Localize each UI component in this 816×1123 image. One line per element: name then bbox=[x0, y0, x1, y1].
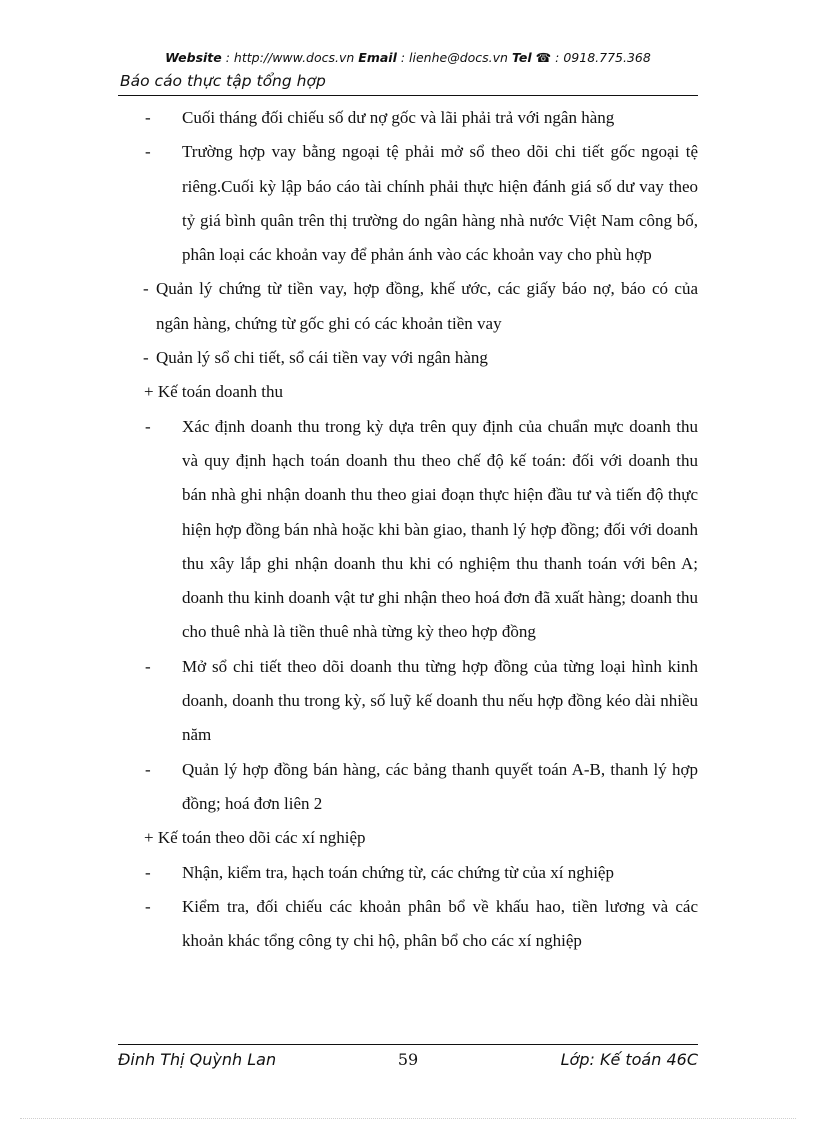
list-item bbox=[140, 650, 698, 753]
tel-label: Tel bbox=[511, 50, 532, 65]
paragraph-text: Xác định doanh thu trong kỳ dựa trên quy định của chuẩn mực doanh thu và quy định hạch toán doanh thu theo chế độ kế toán: đối với doanh thu bán nhà ghi nhận doanh thu theo giai đoạn thực hiện đầu tư và tiến độ thực hiện hợp đồng bán nhà hoặc khi bàn giao, thanh lý hợp đồng; đối với doanh thu xây lắp ghi nhận doanh thu khi có nghiệm thu thanh toán với bên A; doanh thu kinh doanh vật tư ghi nhận theo hoá đơn đã xuất hàng; doanh thu cho thuê nhà là tiền thuê nhà từng kỳ theo hợp đồng bbox=[182, 416, 698, 642]
tel-number: : 0918.775.368 bbox=[551, 50, 651, 65]
footer-divider bbox=[118, 1044, 698, 1045]
paragraph-text: Trường hợp vay bằng ngoại tệ phải mở sổ theo dõi chi tiết gốc ngoại tệ riêng.Cuối kỳ lập báo cáo tài chính phải thực hiện đánh giá số dư vay theo tỷ giá bình quân trên thị trường do ngân hàng nhà nước Việt Nam công bố, phân loại các khoản vay để phản ánh vào các khoản vay cho phù hợp bbox=[182, 142, 698, 265]
website-url[interactable]: : http://www.docs.vn bbox=[221, 50, 359, 65]
list-item bbox=[140, 341, 698, 375]
bullet-dash: - bbox=[143, 348, 149, 368]
section-heading-revenue: + Kế toán doanh thu bbox=[144, 382, 283, 402]
paragraph-text: Quản lý hợp đồng bán hàng, các bảng thanh quyết toán A-B, thanh lý hợp đồng; hoá đơn liên 2 bbox=[182, 759, 698, 813]
header-divider bbox=[118, 95, 698, 96]
paragraph-text: Cuối tháng đối chiếu số dư nợ gốc và lãi phải trả với ngân hàng bbox=[182, 108, 615, 127]
telephone-icon: ☎ bbox=[535, 50, 552, 65]
paragraph-text: Quản lý chứng từ tiền vay, hợp đồng, khế ước, các giấy báo nợ, báo có của ngân hàng, chứng từ gốc ghi có các khoản tiền vay bbox=[156, 279, 698, 333]
list-item bbox=[140, 753, 698, 822]
bullet-dash: - bbox=[145, 656, 151, 676]
website-header-line bbox=[0, 50, 816, 65]
section-heading-enterprises: + Kế toán theo dõi các xí nghiệp bbox=[144, 828, 366, 848]
list-item bbox=[140, 101, 698, 135]
footer-author: Đinh Thị Quỳnh Lan bbox=[118, 1050, 277, 1069]
list-item bbox=[140, 135, 698, 272]
list-item bbox=[140, 890, 698, 959]
page-number: 59 bbox=[397, 1050, 419, 1069]
bullet-dash: - bbox=[143, 279, 149, 299]
bullet-dash: - bbox=[145, 759, 151, 779]
list-item bbox=[140, 856, 698, 890]
page-bottom-dotted-line bbox=[20, 1118, 796, 1119]
email-label: Email bbox=[358, 50, 397, 65]
bullet-dash: - bbox=[145, 896, 151, 916]
bullet-dash: - bbox=[145, 416, 151, 436]
bullet-dash: - bbox=[145, 862, 151, 882]
email-address[interactable]: : lienhe@docs.vn bbox=[396, 50, 512, 65]
paragraph-text: Kiểm tra, đối chiếu các khoản phân bổ về khấu hao, tiền lương và các khoản khác tổng công ty chi hộ, phân bổ cho các xí nghiệp bbox=[182, 896, 698, 951]
paragraph-text: Quản lý sổ chi tiết, sổ cái tiền vay với ngân hàng bbox=[156, 348, 488, 368]
list-item bbox=[140, 410, 698, 650]
website-label: Website bbox=[165, 50, 222, 65]
bullet-dash: - bbox=[145, 142, 151, 162]
report-title: Báo cáo thực tập tổng hợp bbox=[120, 72, 326, 90]
bullet-dash: - bbox=[145, 108, 151, 127]
list-item bbox=[140, 272, 698, 341]
document-body bbox=[140, 101, 698, 958]
paragraph-text: Nhận, kiểm tra, hạch toán chứng từ, các chứng từ của xí nghiệp bbox=[182, 862, 614, 882]
paragraph-text: Mở sổ chi tiết theo dõi doanh thu từng hợp đồng của từng loại hình kinh doanh, doanh thu trong kỳ, số luỹ kế doanh thu nếu hợp đồng kéo dài nhiều năm bbox=[182, 656, 698, 745]
footer-class: Lớp: Kế toán 46C bbox=[560, 1050, 698, 1069]
